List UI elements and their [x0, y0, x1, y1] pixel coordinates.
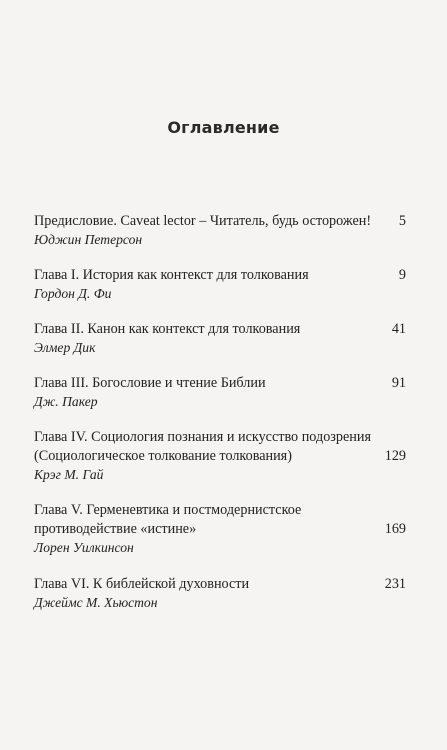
entry-line [34, 428, 406, 447]
entry-title: Глава I. История как контекст для толкования [34, 267, 309, 283]
entry-line [34, 575, 406, 594]
entry-title-continued: противодействие «истине» [34, 521, 197, 537]
entry-page-number: 129 [384, 448, 406, 464]
entry-author: Джеймс М. Хьюстон [34, 595, 158, 610]
toc-entry-preface [34, 212, 406, 249]
toc-entry-chapter-4 [34, 428, 406, 484]
entry-line [34, 320, 406, 339]
entry-title: Предисловие. Caveat lector – Читатель, будь осторожен! [34, 213, 372, 229]
entry-author: Крэг М. Гай [34, 467, 104, 482]
entry-line [34, 447, 406, 466]
entry-author: Элмер Дик [34, 340, 96, 355]
entry-page-number: 5 [398, 213, 406, 229]
entry-line [34, 374, 406, 393]
entry-title-continued: (Социологическое толкование толкования) [34, 448, 292, 464]
toc-entry-chapter-6 [34, 575, 406, 612]
entry-author: Юджин Петерсон [34, 232, 143, 247]
entry-page-number: 91 [391, 375, 406, 391]
entry-page-number: 169 [384, 521, 406, 537]
entry-author: Дж. Пакер [34, 394, 98, 409]
entry-author: Лорен Уилкинсон [34, 540, 134, 555]
toc-title: Оглавление [167, 118, 280, 137]
entry-title: Глава V. Герменевтика и постмодернистское [34, 502, 302, 518]
entry-line [34, 520, 406, 539]
entry-line [34, 501, 406, 520]
entry-title: Глава IV. Социология познания и искусство подозрения [34, 429, 371, 445]
toc-entry-chapter-3 [34, 374, 406, 411]
entry-title: Глава II. Канон как контекст для толкования [34, 321, 301, 337]
entry-page-number: 41 [391, 321, 406, 337]
entry-page-number: 231 [384, 576, 406, 592]
entry-line [34, 266, 406, 285]
entry-line [34, 212, 406, 231]
entry-page-number: 9 [398, 267, 406, 283]
entry-title: Глава III. Богословие и чтение Библии [34, 375, 266, 391]
toc-entry-chapter-5 [34, 501, 406, 557]
entry-title: Глава VI. К библейской духовности [34, 576, 250, 592]
toc-entry-chapter-2 [34, 320, 406, 357]
toc-entry-chapter-1 [34, 266, 406, 303]
entry-author: Гордон Д. Фи [34, 286, 112, 301]
